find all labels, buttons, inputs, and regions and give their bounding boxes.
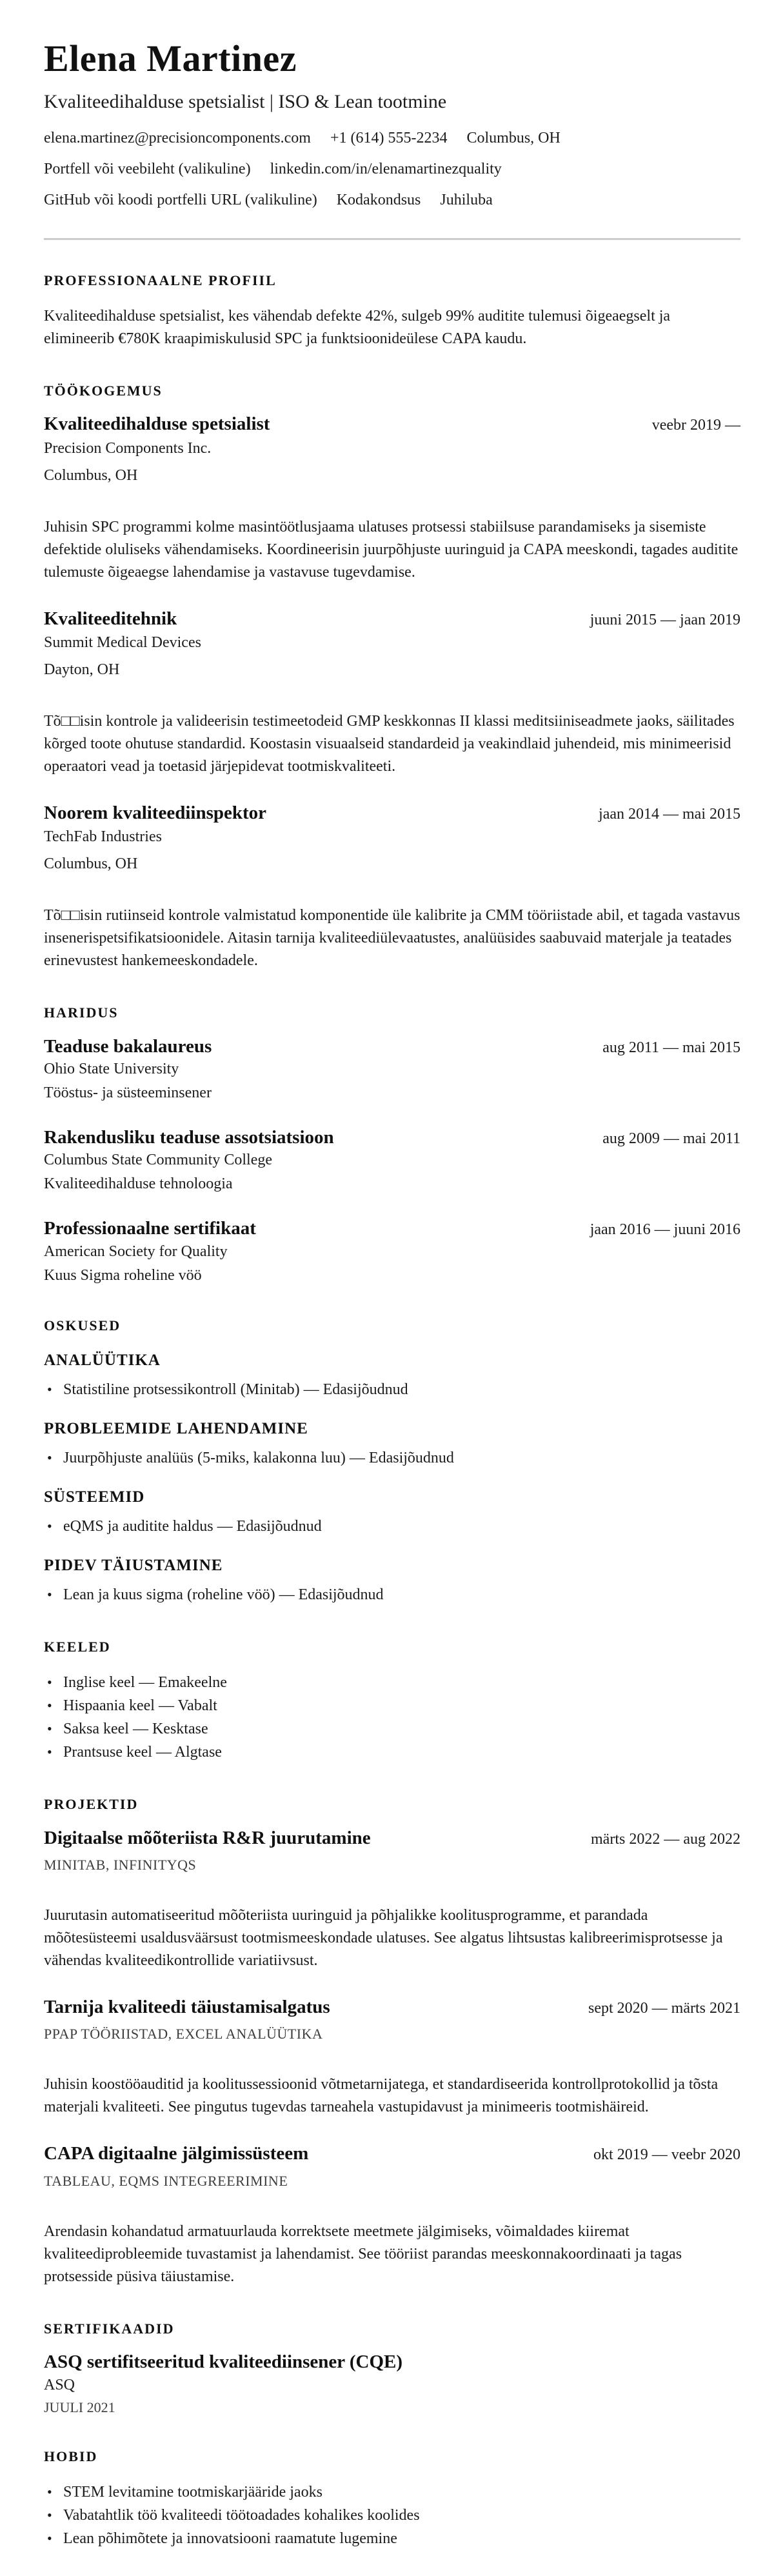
skill-list bbox=[44, 1583, 740, 1606]
language-item: • Saksa keel — Kesktase bbox=[44, 1717, 740, 1741]
email-text[interactable]: elena.martinez@precisioncomponents.com bbox=[44, 130, 311, 146]
degree-title: Teaduse bakalaureus bbox=[44, 1035, 212, 1057]
language-item: • Prantsuse keel — Algtase bbox=[44, 1741, 740, 1764]
education-entry bbox=[44, 1218, 740, 1284]
certification-entry bbox=[44, 2351, 740, 2415]
phone-text: +1 (614) 555-2234 bbox=[330, 130, 448, 146]
job-company: Summit Medical Devices bbox=[44, 634, 201, 651]
skill-item: • Statistiline protsessikontroll (Minitab) — Edasijõudnud bbox=[44, 1378, 740, 1401]
project-entry-head bbox=[44, 1997, 740, 2018]
field-of-study: Kvaliteedihalduse tehnoloogia bbox=[44, 1175, 233, 1193]
contact-row-1 bbox=[44, 129, 740, 148]
section-projects bbox=[44, 1796, 740, 2288]
skill-category bbox=[44, 1419, 740, 1470]
certification-date: JUULI 2021 bbox=[44, 2399, 115, 2415]
resume-header bbox=[44, 37, 740, 240]
field-of-study: Tööstus- ja süsteeminsener bbox=[44, 1084, 212, 1101]
job-dates: juuni 2015 — jaan 2019 bbox=[590, 611, 740, 628]
license-label: Juhiluba bbox=[440, 191, 493, 208]
section-education bbox=[44, 1004, 740, 1284]
degree-dates: aug 2009 — mai 2011 bbox=[602, 1130, 740, 1147]
experience-heading: TÖÖKOGEMUS bbox=[44, 382, 163, 399]
job-company: Precision Components Inc. bbox=[44, 439, 212, 457]
job-entry bbox=[44, 803, 740, 972]
language-list bbox=[44, 1671, 740, 1764]
project-description: Juurutasin automatiseeritud mõõteriista uuringuid ja põhjalikke koolitusprogramme, et parandada mõõtesüsteemi usaldusväärsust tootmismeeskondade ulatuses. See algatus lihtsustas kalibreerimisprotsesse ja vähendas kvaliteedikontrollide variatiivsust. bbox=[44, 1907, 723, 1970]
education-entry bbox=[44, 1036, 740, 1103]
job-entry bbox=[44, 414, 740, 583]
certification-title: ASQ sertifitseeritud kvaliteediinsener (CQE) bbox=[44, 2351, 403, 2373]
skills-heading: OSKUSED bbox=[44, 1317, 121, 1333]
job-dates: veebr 2019 — bbox=[651, 417, 740, 434]
project-entry-head bbox=[44, 2143, 740, 2164]
skill-category-name: PIDEV TÄIUSTAMINE bbox=[44, 1557, 223, 1575]
hobbies-heading: HOBID bbox=[44, 2448, 98, 2464]
location-text: Columbus, OH bbox=[466, 130, 561, 146]
job-description: Juhisin SPC programmi kolme masintöötlusjaama ulatuses protsessi stabiilsuse parandamiseks ja sisemiste defektide oluliseks vähendamiseks. Koordineerisin juurpõhjuste uuringuid ja CAPA meeskondi, tagades auditite tulemuste õigeaegse lahendamise ja vastavuse tugevdamise. bbox=[44, 518, 739, 581]
section-profile bbox=[44, 272, 740, 350]
education-entry-head bbox=[44, 1127, 740, 1148]
languages-heading: KEELED bbox=[44, 1639, 111, 1655]
hobby-list bbox=[44, 2481, 740, 2550]
job-entry-head bbox=[44, 608, 740, 630]
skill-category-name: SÜSTEEMID bbox=[44, 1488, 145, 1506]
projects-heading: PROJEKTID bbox=[44, 1796, 139, 1813]
job-entry bbox=[44, 608, 740, 778]
project-entry bbox=[44, 2143, 740, 2288]
skill-list bbox=[44, 1515, 740, 1538]
project-title: Digitaalse mõõteriista R&R juurutamine bbox=[44, 1827, 371, 1848]
skill-item: • Lean ja kuus sigma (roheline vöö) — Edasijõudnud bbox=[44, 1583, 740, 1606]
project-description: Juhisin koostööauditid ja koolitussessioonid võtmetarnijatega, et standardiseerida kontrollprotokollid ja tõsta materjali kvaliteeti. See pingutus tugevdas tarneahela vastupidavust ja minimeeris tootmishäireid. bbox=[44, 2076, 719, 2116]
job-entry-head bbox=[44, 414, 740, 435]
job-dates: jaan 2014 — mai 2015 bbox=[599, 805, 740, 823]
job-title: Kvaliteedihalduse spetsialist bbox=[44, 414, 270, 435]
skill-list bbox=[44, 1378, 740, 1401]
section-experience bbox=[44, 383, 740, 972]
profile-heading: PROFESSIONAALNE PROFIIL bbox=[44, 272, 277, 289]
section-skills bbox=[44, 1317, 740, 1606]
language-item: • Inglise keel — Emakeelne bbox=[44, 1671, 740, 1694]
field-of-study: Kuus Sigma roheline vöö bbox=[44, 1266, 202, 1284]
school-name: American Society for Quality bbox=[44, 1243, 228, 1260]
section-languages bbox=[44, 1639, 740, 1764]
project-title: Tarnija kvaliteedi täiustamisalgatus bbox=[44, 1997, 330, 2018]
hobby-item: • STEM levitamine tootmiskarjääride jaoks bbox=[44, 2481, 740, 2504]
project-description: Arendasin kohandatud armatuurlauda korrektsete meetmete jälgimiseks, võimaldades kiiremat kvaliteediprobleemide tuvastamist ja lahendamist. See tööriist parandas meeskonnakoordinaati ja tagas protsesside püsiva täiustamise. bbox=[44, 2222, 682, 2285]
job-entry-head bbox=[44, 803, 740, 824]
hobby-item: • Lean põhimõtete ja innovatsiooni raamatute lugemine bbox=[44, 2527, 740, 2550]
linkedin-url-text[interactable]: linkedin.com/in/elenamartinezquality bbox=[270, 160, 502, 177]
project-tools: TABLEAU, EQMS INTEGREERIMINE bbox=[44, 2172, 288, 2189]
candidate-name: Elena Martinez bbox=[44, 37, 297, 79]
school-name: Ohio State University bbox=[44, 1060, 179, 1077]
project-title: CAPA digitaalne jälgimissüsteem bbox=[44, 2143, 309, 2164]
education-heading: HARIDUS bbox=[44, 1004, 119, 1021]
education-entry-head bbox=[44, 1218, 740, 1239]
citizenship-label: Kodakondsus bbox=[336, 191, 421, 208]
certifications-heading: SERTIFIKAADID bbox=[44, 2320, 175, 2337]
project-entry-head bbox=[44, 1828, 740, 1849]
skill-category bbox=[44, 1488, 740, 1538]
skill-category bbox=[44, 1556, 740, 1606]
portfolio-placeholder-text: Portfell või veebileht (valikuline) bbox=[44, 160, 251, 177]
project-tools: PPAP TÖÖRIISTAD, EXCEL ANALÜÜTIKA bbox=[44, 2026, 323, 2042]
hobby-item: • Vabatahtlik töö kvaliteedi töötoadades kohalikes koolides bbox=[44, 2504, 740, 2527]
degree-title: Rakendusliku teaduse assotsiatsioon bbox=[44, 1126, 334, 1148]
job-location: Columbus, OH bbox=[44, 855, 138, 873]
skill-category-name: PROBLEEMIDE LAHENDAMINE bbox=[44, 1420, 308, 1438]
skill-item: • eQMS ja auditite haldus — Edasijõudnud bbox=[44, 1515, 740, 1538]
profile-summary: Kvaliteedihalduse spetsialist, kes vähendab defekte 42%, sulgeb 99% auditite tulemusi õigeaegselt ja elimineerib €780K kraapimiskulusid SPC ja funktsioonideülese CAPA kaudu. bbox=[44, 307, 671, 347]
degree-dates: jaan 2016 — juuni 2016 bbox=[590, 1221, 740, 1239]
school-name: Columbus State Community College bbox=[44, 1152, 272, 1169]
job-title: Noorem kvaliteediinspektor bbox=[44, 802, 267, 823]
language-item: • Hispaania keel — Vabalt bbox=[44, 1694, 740, 1717]
education-entry-head bbox=[44, 1036, 740, 1057]
education-entry bbox=[44, 1127, 740, 1193]
github-placeholder-text: GitHub või koodi portfelli URL (valikuline) bbox=[44, 191, 317, 208]
skill-list bbox=[44, 1446, 740, 1470]
contact-row-3 bbox=[44, 191, 740, 210]
job-company: TechFab Industries bbox=[44, 828, 162, 846]
project-entry bbox=[44, 1997, 740, 2119]
project-entry bbox=[44, 1828, 740, 1972]
skill-item: • Juurpõhjuste analüüs (5-miks, kalakonna luu) — Edasijõudnud bbox=[44, 1446, 740, 1470]
project-tools: MINITAB, INFINITYQS bbox=[44, 1857, 197, 1873]
job-location: Dayton, OH bbox=[44, 661, 120, 678]
section-hobbies bbox=[44, 2448, 740, 2550]
project-dates: sept 2020 — märts 2021 bbox=[588, 2000, 740, 2017]
degree-dates: aug 2011 — mai 2015 bbox=[602, 1039, 740, 1056]
job-description: Tõ□□isin rutiinseid kontrole valmistatud komponentide üle kalibrite ja CMM tööriistade abil, et tagada vastavus insenerispetsifikatsioonidele. Aitasin tarnija kvaliteediülevaatustes, analüüsides saabuvaid materjale ja teatades erinevustest hankemeeskondadele. bbox=[44, 907, 740, 970]
certification-issuer: ASQ bbox=[44, 2376, 75, 2393]
candidate-headline: Kvaliteedihalduse spetsialist | ISO & Lean tootmine bbox=[44, 91, 447, 112]
section-certifications bbox=[44, 2321, 740, 2416]
project-dates: märts 2022 — aug 2022 bbox=[591, 1830, 740, 1848]
skill-category-name: ANALÜÜTIKA bbox=[44, 1352, 161, 1370]
project-dates: okt 2019 — veebr 2020 bbox=[593, 2146, 740, 2164]
header-divider bbox=[44, 238, 740, 240]
degree-title: Professionaalne sertifikaat bbox=[44, 1218, 256, 1239]
skill-category bbox=[44, 1351, 740, 1401]
job-title: Kvaliteeditehnik bbox=[44, 608, 177, 629]
job-location: Columbus, OH bbox=[44, 466, 138, 484]
job-description: Tõ□□isin kontrole ja valideerisin testimeetodeid GMP keskkonnas II klassi meditsiiniseadmete jaoks, säilitades kõrged toote ohutuse standardid. Koostasin visuaalseid standardeid ja veakindlaid juhendeid, mis minimeerisid operaatori vead ja toetasid järjepidevat tootmiskvaliteeti. bbox=[44, 712, 735, 775]
contact-row-2 bbox=[44, 160, 740, 179]
